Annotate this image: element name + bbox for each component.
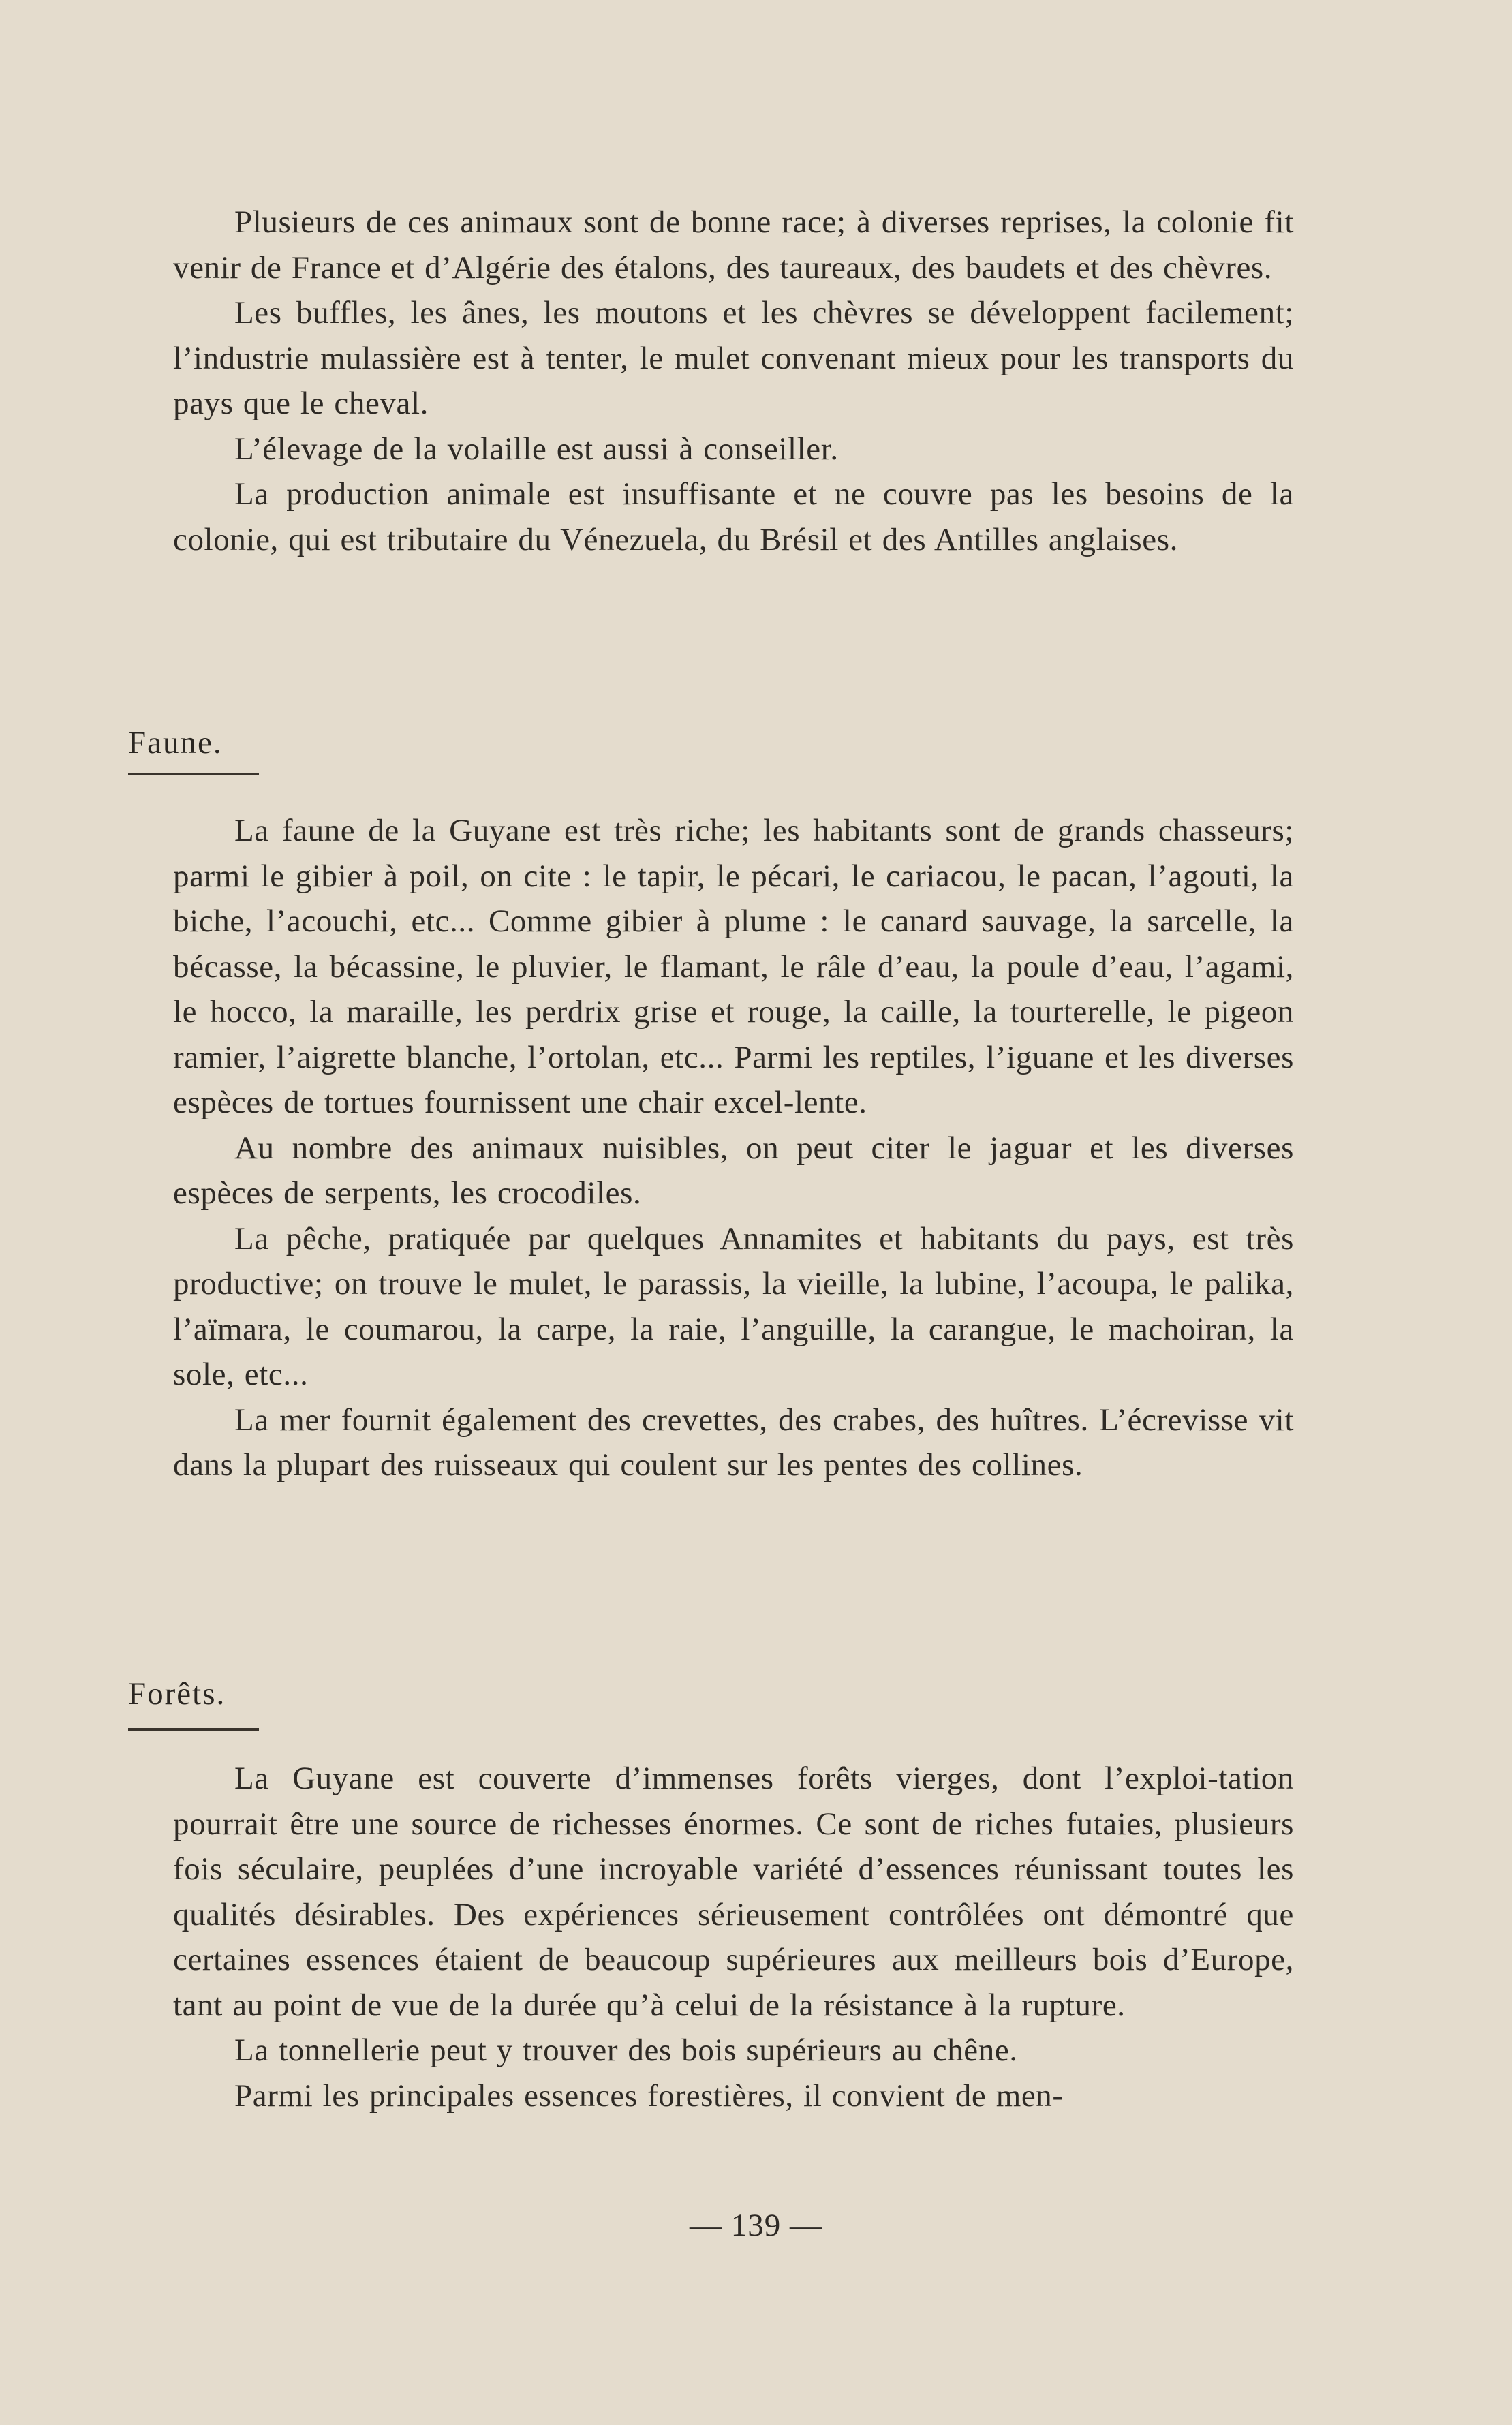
paragraph: La pêche, pratiquée par quelques Annamites et habitants du pays, est très productive; on trouve le mulet, le parassis, la vieille, la lubine, l’acoupa, le palika, l’aïmara, le coumarou, la carpe, la raie, l’anguille, la carangue, le machoiran, la sole, etc... (173, 1220, 1294, 1392)
faune-section (173, 808, 1294, 1488)
intro-section (173, 200, 1294, 562)
paragraph: La production animale est insuffisante et ne couvre pas les besoins de la colonie, qui est tributaire du Vénezuela, du Brésil et des Antilles anglaises. (173, 476, 1294, 557)
paragraph: Plusieurs de ces animaux sont de bonne race; à diverses reprises, la colonie fit venir de France et d’Algérie des étalons, des taureaux, des baudets et des chèvres. (173, 204, 1294, 285)
section-heading-forets: Forêts. (128, 1676, 226, 1712)
page-number: — 139 — (690, 2208, 822, 2243)
heading-underline (128, 1728, 259, 1731)
section-heading-faune: Faune. (128, 725, 223, 760)
paragraph: La mer fournit également des crevettes, des crabes, des huîtres. L’écrevisse vit dans la plupart des ruisseaux qui coulent sur les pentes des collines. (173, 1402, 1294, 1483)
paragraph: La Guyane est couverte d’immenses forêts vierges, dont l’exploi-tation pourrait être une source de richesses énormes. Ce sont de riches futaies, plusieurs fois séculaire, peuplées d’une incroyable variété d’essences réunissant toutes les qualités désirables. Des expériences sérieusement contrôlées ont démontré que certaines essences étaient de beaucoup supérieures aux meilleurs bois d’Europe, tant au point de vue de la durée qu’à celui de la résistance à la rupture. (173, 1761, 1294, 2023)
forets-section (173, 1756, 1294, 2118)
heading-underline (128, 773, 259, 775)
paragraph: La tonnellerie peut y trouver des bois supérieurs au chêne. (234, 2033, 1018, 2068)
paragraph: Au nombre des animaux nuisibles, on peut citer le jaguar et les diverses espèces de serpents, les crocodiles. (173, 1130, 1294, 1211)
paragraph: Parmi les principales essences forestières, il convient de men- (234, 2078, 1064, 2114)
paragraph: L’élevage de la volaille est aussi à conseiller. (234, 431, 839, 467)
paragraph: La faune de la Guyane est très riche; les habitants sont de grands chasseurs; parmi le gibier à poil, on cite : le tapir, le pécari, le cariacou, le pacan, l’agouti, la biche, l’acouchi, etc... Comme gibier à plume : le canard sauvage, la sarcelle, la bécasse, la bécassine, le pluvier, le flamant, le râle d’eau, la poule d’eau, l’agami, le hocco, la maraille, les perdrix grise et rouge, la caille, la tourterelle, le pigeon ramier, l’aigrette blanche, l’ortolan, etc... Parmi les reptiles, l’iguane et les diverses espèces de tortues fournissent une chair excel-lente. (173, 813, 1294, 1120)
paragraph: Les buffles, les ânes, les moutons et les chèvres se développent facilement; l’industrie mulassière est à tenter, le mulet convenant mieux pour les transports du pays que le cheval. (173, 295, 1294, 421)
